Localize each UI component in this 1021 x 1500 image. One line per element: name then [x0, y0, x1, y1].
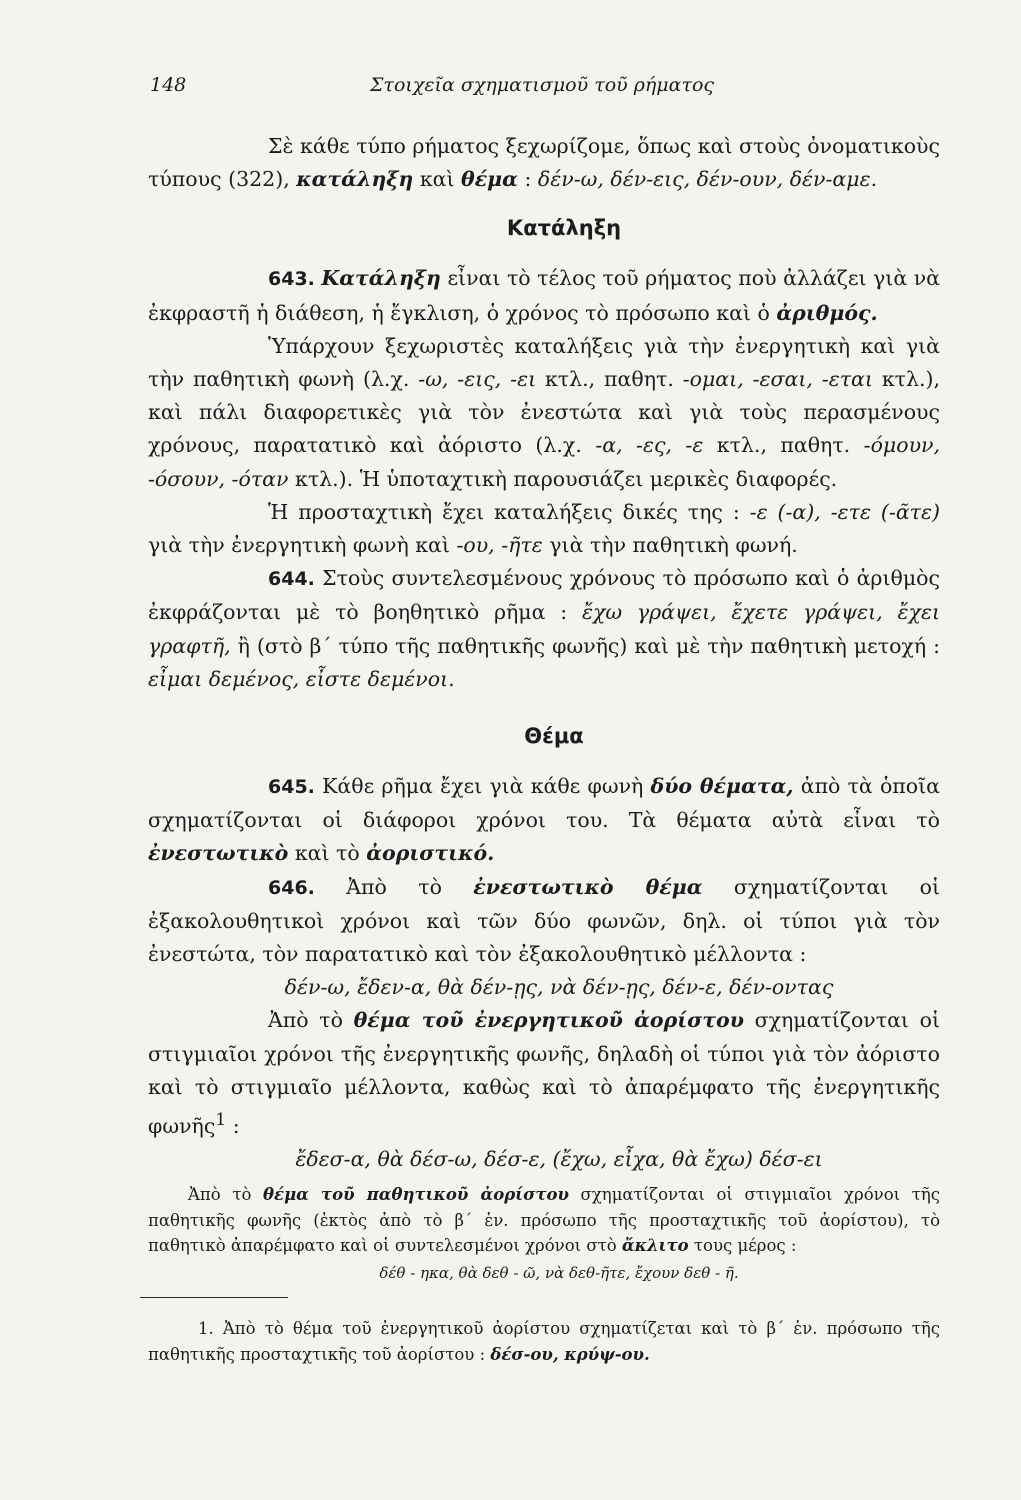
intro-examples: δέν-ω, δέν-εις, δέν-ουν, δέν-αμε. — [537, 167, 878, 192]
term-thema: θέμα — [461, 167, 518, 192]
term-katalixi: κατάληξη — [296, 167, 414, 192]
example-present-stem: δέν-ω, ἔδεν-α, θὰ δέν-ῃς, νὰ δέν-ῃς, δέν-ε, δέν-οντας — [284, 975, 834, 1000]
paragraph-number: 644. — [268, 568, 315, 591]
paragraph-number: 646. — [268, 876, 315, 899]
intro-paragraph: Σὲ κάθε τύπο ρήματος ξεχωρίζομε, ὅπως καὶ στοὺς ὀνοματικοὺς τύπους (322), κατάληξη καὶ θέμα : δέν-ω, δέν-εις, δέν-ουν, δέν-αμε. — [148, 134, 940, 192]
paragraph-645: 645. Κάθε ρῆμα ἔχει γιὰ κάθε φωνὴ δύο θέματα, ἀπὸ τὰ ὁποῖα σχηματίζονται οἱ διάφοροι χρόνοι του. Τὰ θέματα αὐτὰ εἶναι τὸ ἐνεστωτικὸ καὶ τὸ ἀοριστικό. — [148, 774, 940, 866]
page-number: 148 — [150, 74, 187, 96]
paragraph-number: 645. — [268, 776, 315, 799]
footnote: 1. Ἀπὸ τὸ θέμα τοῦ ἐνεργητικοῦ ἀορίστου σχηματίζεται καὶ τὸ β΄ ἑν. πρόσωπο τῆς παθητικῆς προσταχτικῆς τοῦ ἀορίστου : δέσ-ου, κρύψ-ου. — [148, 1319, 940, 1364]
section-heading-katalixi: Κατάληξη — [506, 216, 622, 241]
example-passive-aorist: δέθ - ηκα, θὰ δεθ - ῶ, νὰ δεθ-ῆτε, ἔχουν δεθ - ῆ. — [379, 1263, 739, 1282]
footnote-marker: 1 — [215, 1110, 227, 1131]
running-title: Στοιχεῖα σχηματισμοῦ τοῦ ρήματος — [370, 74, 715, 96]
paragraph-644: 644. Στοὺς συντελεσμένους χρόνους τὸ πρόσωπο καὶ ὁ ἀριθμὸς ἐκφράζονται μὲ τὸ βοηθητικὸ ρῆμα : ἔχω γράψει, ἔχετε γράψει, ἔχει γραφτῆ, ἢ (στὸ β΄ τύπο τῆς παθητικῆς φωνῆς) καὶ μὲ τὴν παθητικὴ μετοχή : εἶμαι δεμένος, εἶστε δεμένοι. — [148, 566, 940, 691]
paragraph-646: 646. Ἀπὸ τὸ ἐνεστωτικὸ θέμα σχηματίζονται οἱ ἐξακολουθητικοὶ χρόνοι καὶ τῶν δύο φωνῶν, δηλ. οἱ τύποι γιὰ τὸν ἐνεστώτα, τὸν παρατατικὸ καὶ τὸν ἐξακολουθητικὸ μέλλοντα : — [148, 874, 940, 967]
footnote-divider — [140, 1297, 288, 1298]
paragraph-646-passive-aorist: Ἀπὸ τὸ θέμα τοῦ παθητικοῦ ἀορίστου σχηματίζονται οἱ στιγμιαῖοι χρόνοι τῆς παθητικῆς φωνῆς (ἐκτὸς ἀπὸ τὸ β΄ ἑν. πρόσωπο τῆς προσταχτικῆς τοῦ ἀορίστου), τὸ παθητικὸ ἀπαρέμφατο καὶ οἱ συντελεσμένοι χρόνοι στὸ ἄκλιτο τους μέρος : — [148, 1185, 941, 1256]
page-header — [150, 74, 940, 104]
section-heading-thema: Θέμα — [524, 724, 584, 749]
body-text — [148, 130, 940, 1287]
paragraph-643-endings: Ὑπάρχουν ξεχωριστὲς καταλήξεις γιὰ τὴν ἐνεργητικὴ καὶ γιὰ τὴν παθητικὴ φωνὴ (λ.χ. -ω, -εις, -ει κτλ., παθητ. -ομαι, -εσαι, -εται κτλ.), καὶ πάλι διαφορετικὲς γιὰ τὸν ἐνεστώτα καὶ γιὰ τοὺς περασμένους χρόνους, παρατατικὸ καὶ ἀόριστο (λ.χ. -α, -ες, -ε κτλ., παθητ. -όμουν, -όσουν, -όταν κτλ.). Ἡ ὑποταχτικὴ παρουσιάζει μερικὲς διαφορές. — [148, 333, 941, 491]
paragraph-646-active-aorist: Ἀπὸ τὸ θέμα τοῦ ἐνεργητικοῦ ἀορίστου σχηματίζονται οἱ στιγμιαῖοι χρόνοι τῆς ἐνεργητικῆς φωνῆς, δηλαδὴ οἱ τύποι γιὰ τὸν ἀόριστο καὶ τὸ στιγμιαῖο μέλλοντα, καθὼς καὶ τὸ ἀπαρέμφατο τῆς ἐνεργητικῆς φωνῆς$^1$ : — [148, 1008, 940, 1138]
small-print-block — [148, 1182, 940, 1287]
paragraph-643: 643. Κατάληξη εἶναι τὸ τέλος τοῦ ρήματος ποὺ ἀλλάζει γιὰ νὰ ἐκφραστῆ ἡ διάθεση, ἡ ἔγκλιση, ὁ χρόνος τὸ πρόσωπο καὶ ὁ ἀριθμός. — [148, 266, 940, 325]
example-active-aorist: ἔδεσ-α, θὰ δέσ-ω, δέσ-ε, (ἔχω, εἶχα, θὰ ἔχω) δέσ-ει — [295, 1147, 823, 1172]
paragraph-number: 643. — [268, 268, 315, 291]
paragraph-643-imperative: Ἡ προσταχτικὴ ἔχει καταλήξεις δικές της : -ε (-α), -ετε (-ᾶτε) γιὰ τὴν ἐνεργητικὴ φωνὴ καὶ -ου, -ῆτε γιὰ τὴν παθητικὴ φωνή. — [148, 499, 941, 558]
